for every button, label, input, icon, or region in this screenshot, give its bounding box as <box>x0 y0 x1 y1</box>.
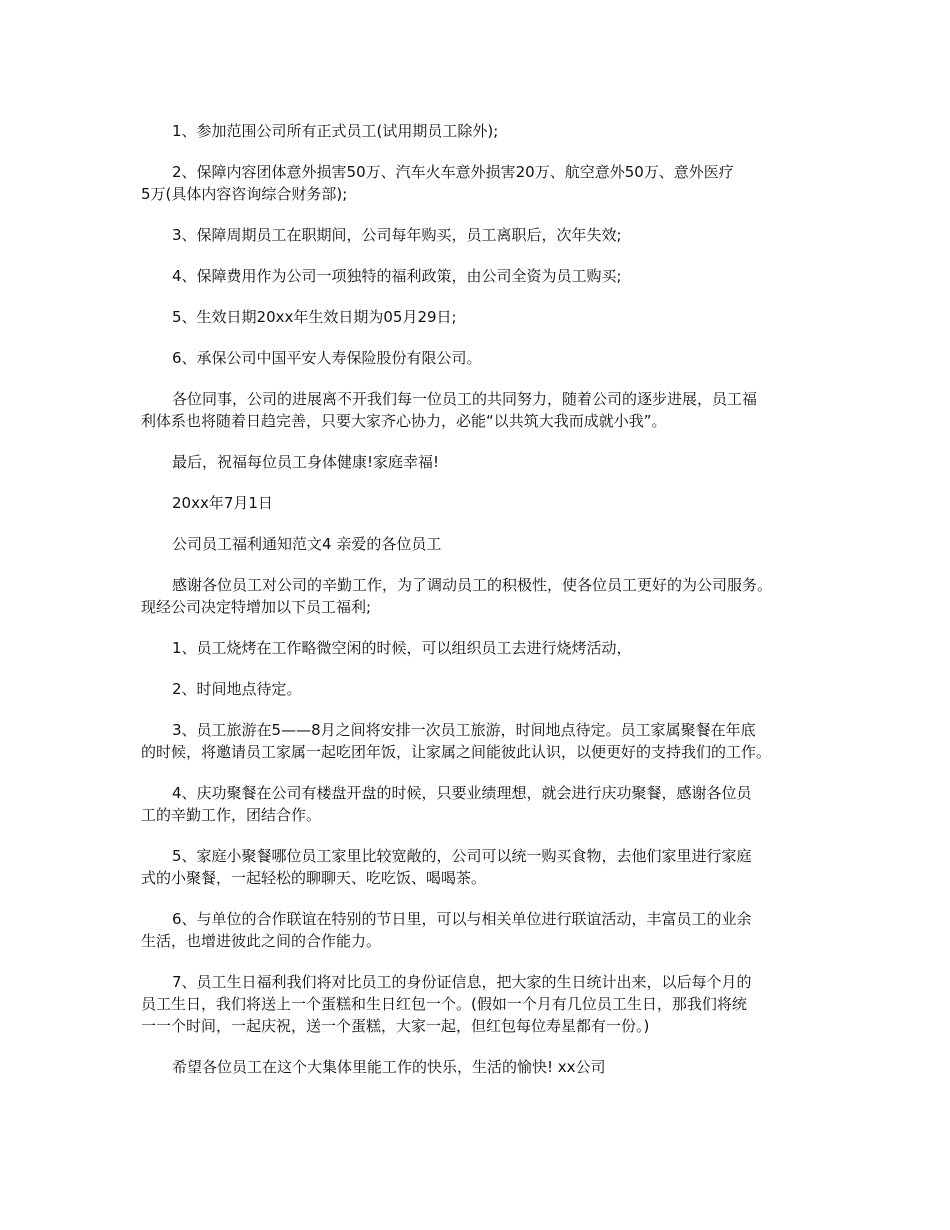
paragraph-line: 3、员工旅游在5——8月之间将安排一次员工旅游，时间地点待定。员工家属聚餐在年底 <box>172 721 756 739</box>
paragraph-line: 最后，祝福每位员工身体健康!家庭幸福! <box>172 453 440 471</box>
paragraph-line: 2、保障内容团体意外损害50万、汽车火车意外损害20万、航空意外50万、意外医疗 <box>172 163 734 181</box>
paragraph <box>141 306 821 328</box>
paragraph <box>141 637 821 659</box>
paragraph-line: 现经公司决定特增加以下员工福利; <box>141 598 372 616</box>
paragraph <box>141 845 821 889</box>
paragraph <box>141 347 821 369</box>
paragraph-line: 1、参加范围公司所有正式员工(试用期员工除外); <box>172 122 499 140</box>
paragraph-line: 5、家庭小聚餐哪位员工家里比较宽敞的，公司可以统一购买食物，去他们家里进行家庭 <box>172 847 752 865</box>
paragraph-line: 5万(具体内容咨询综合财务部); <box>141 185 348 203</box>
paragraph <box>141 388 821 432</box>
paragraph <box>141 782 821 826</box>
paragraph-line: 2、时间地点待定。 <box>172 680 302 698</box>
paragraph-line: 希望各位员工在这个大集体里能工作的快乐，生活的愉快! xx公司 <box>172 1058 606 1076</box>
paragraph-line: 6、与单位的合作联谊在特别的节日里，可以与相关单位进行联谊活动，丰富员工的业余 <box>172 910 752 928</box>
paragraph-line: 4、保障费用作为公司一项独特的福利政策，由公司全资为员工购买; <box>172 267 622 285</box>
paragraph-line: 公司员工福利通知范文4 亲爱的各位员工 <box>172 535 442 553</box>
paragraph-line: 的时候，将邀请员工家属一起吃团年饭，让家属之间能彼此认识，以便更好的支持我们的工作。 <box>141 743 772 761</box>
paragraph <box>141 719 821 763</box>
paragraph <box>141 678 821 700</box>
paragraph-line: 20xx年7月1日 <box>172 494 273 512</box>
paragraph-line: 4、庆功聚餐在公司有楼盘开盘的时候，只要业绩理想，就会进行庆功聚餐，感谢各位员 <box>172 784 752 802</box>
paragraph-line: 7、员工生日福利我们将对比员工的身份证信息，把大家的生日统计出来，以后每个月的 <box>172 973 752 991</box>
paragraph-line: 工的辛勤工作，团结合作。 <box>141 806 322 824</box>
document-body <box>141 120 821 1097</box>
paragraph-line: 感谢各位员工对公司的辛勤工作，为了调动员工的积极性，使各位员工更好的为公司服务。 <box>172 576 773 594</box>
paragraph <box>141 120 821 142</box>
paragraph <box>141 574 821 618</box>
paragraph <box>141 265 821 287</box>
paragraph <box>141 533 821 555</box>
paragraph-line: 各位同事，公司的进展离不开我们每一位员工的共同努力，随着公司的逐步进展，员工福 <box>172 390 758 408</box>
paragraph-line: 1、员工烧烤在工作略微空闲的时候，可以组织员工去进行烧烤活动， <box>172 639 632 657</box>
paragraph <box>141 224 821 246</box>
paragraph-line: 5、生效日期20xx年生效日期为05月29日; <box>172 308 457 326</box>
paragraph-line: 利体系也将随着日趋完善，只要大家齐心协力，必能“以共筑大我而成就小我”。 <box>141 412 667 430</box>
paragraph <box>141 971 821 1037</box>
paragraph-line: 式的小聚餐，一起轻松的聊聊天、吃吃饭、喝喝茶。 <box>141 869 487 887</box>
paragraph-line: 一一个时间，一起庆祝，送一个蛋糕，大家一起，但红包每位寿星都有一份。) <box>141 1017 650 1035</box>
paragraph <box>141 1056 821 1078</box>
paragraph <box>141 908 821 952</box>
paragraph-line: 生活，也增进彼此之间的合作能力。 <box>141 932 382 950</box>
paragraph-line: 6、承保公司中国平安人寿保险股份有限公司。 <box>172 349 482 367</box>
paragraph <box>141 451 821 473</box>
paragraph-line: 员工生日，我们将送上一个蛋糕和生日红包一个。(假如一个月有几位员工生日，那我们将统 <box>141 995 747 1013</box>
paragraph <box>141 492 821 514</box>
paragraph <box>141 161 821 205</box>
paragraph-line: 3、保障周期员工在职期间，公司每年购买，员工离职后，次年失效; <box>172 226 622 244</box>
